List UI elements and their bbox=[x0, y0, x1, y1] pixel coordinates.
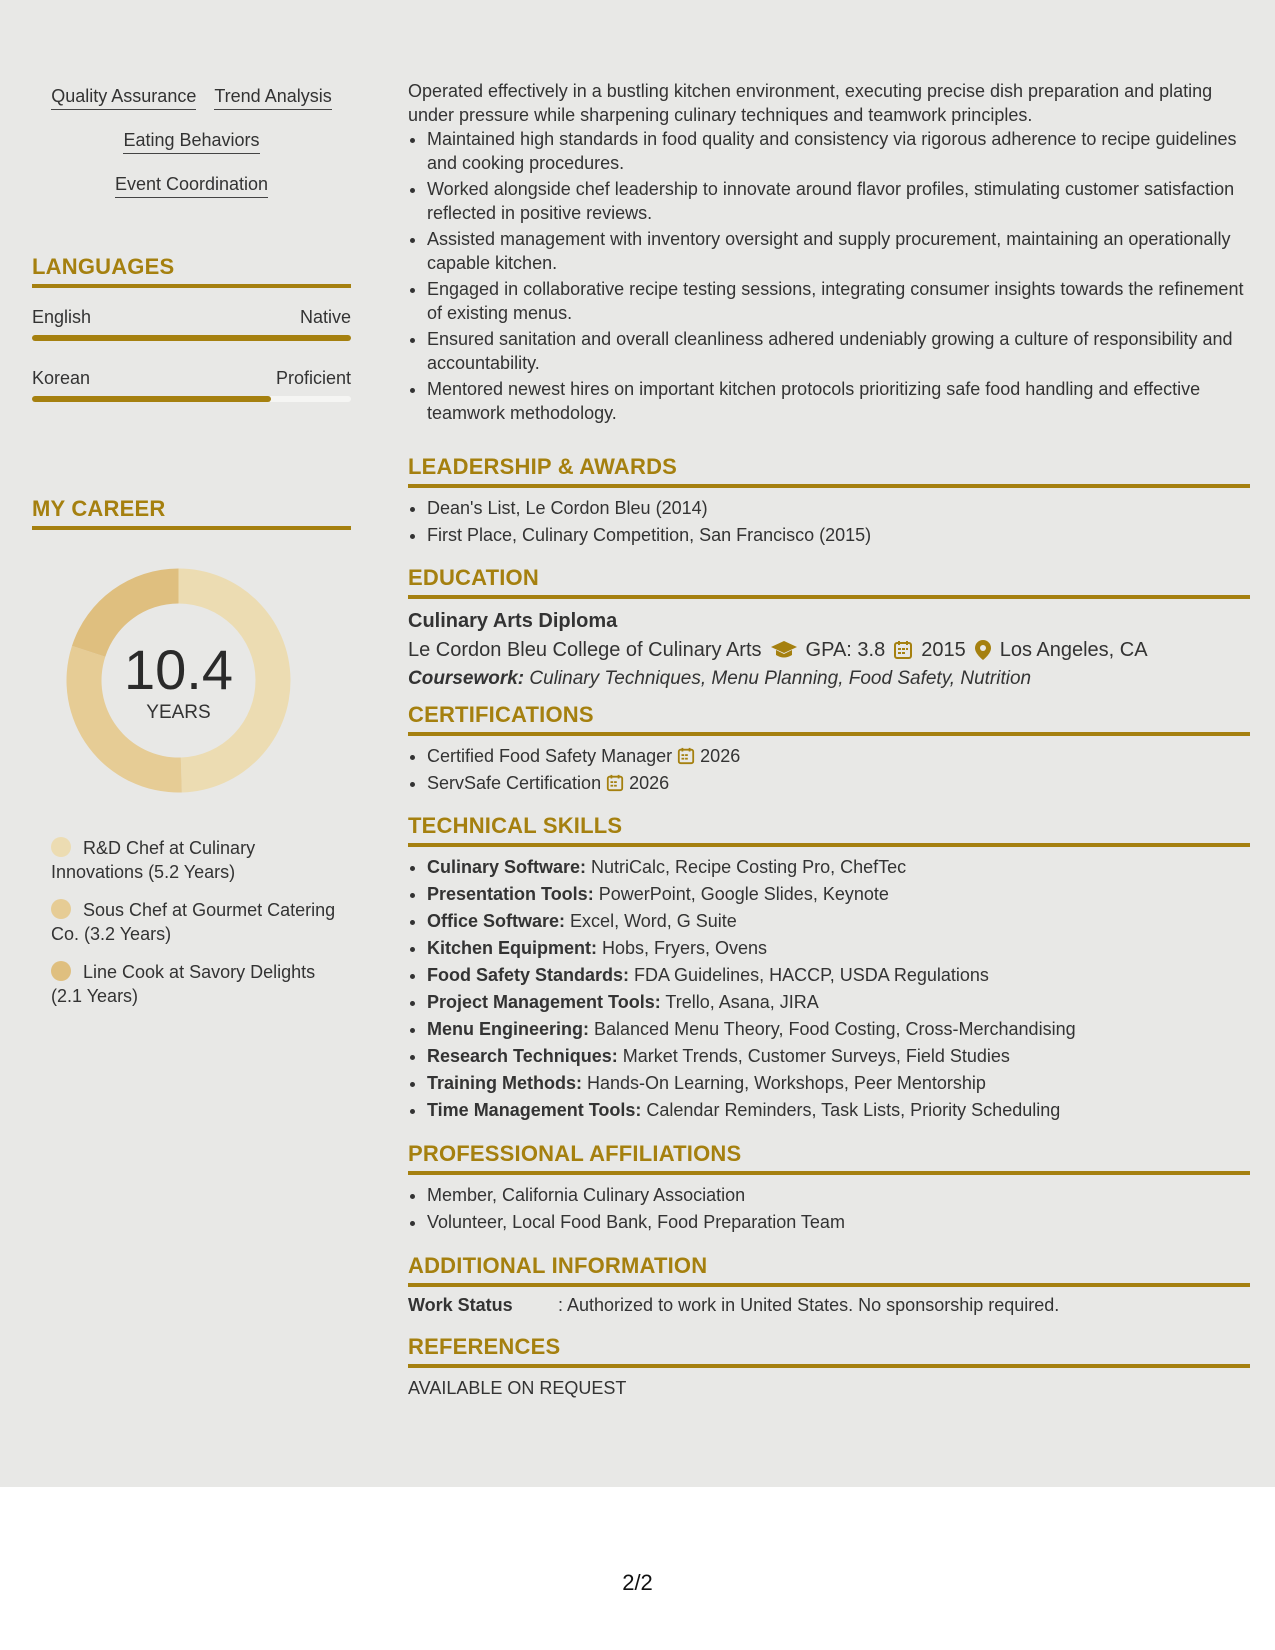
technical-skills-list bbox=[408, 855, 1250, 1122]
skill-label: Culinary Software: bbox=[427, 857, 587, 877]
references-text: AVAILABLE ON REQUEST bbox=[408, 1378, 627, 1398]
legend-label: Line Cook at Savory Delights (2.1 Years) bbox=[51, 962, 316, 1006]
references-heading: REFERENCES bbox=[408, 1334, 1250, 1368]
skill-item bbox=[427, 1071, 1250, 1095]
experience-bullet: • Assisted management with inventory oversight and supply procurement, maintaining an operationally capable kitchen. bbox=[427, 227, 1250, 275]
work-status bbox=[408, 1295, 1250, 1316]
skill-item bbox=[427, 855, 1250, 879]
additional-info-section bbox=[408, 1253, 1250, 1316]
skill-value: Balanced Menu Theory, Food Costing, Cross-Merchandising bbox=[594, 1019, 1076, 1039]
leadership-item: • Dean's List, Le Cordon Bleu (2014) bbox=[427, 496, 1250, 520]
career-heading: MY CAREER bbox=[32, 496, 351, 530]
skill-tag: Event Coordination bbox=[115, 174, 268, 198]
skill-item bbox=[427, 1098, 1250, 1122]
certifications-heading: CERTIFICATIONS bbox=[408, 702, 1250, 736]
certification-year: 2026 bbox=[700, 746, 741, 766]
skill-value: Trello, Asana, JIRA bbox=[665, 992, 819, 1012]
skill-label: Training Methods: bbox=[427, 1073, 582, 1093]
language-bar-fill bbox=[32, 335, 351, 341]
experience-bullet: • Mentored newest hires on important kitchen protocols prioritizing safe food handling and effective teamwork methodology. bbox=[427, 377, 1250, 425]
language-item bbox=[32, 306, 351, 341]
leadership-list bbox=[408, 496, 1250, 547]
affiliations-section bbox=[408, 1141, 1250, 1237]
skill-label: Food Safety Standards: bbox=[427, 965, 630, 985]
skill-value: PowerPoint, Google Slides, Keynote bbox=[598, 884, 889, 904]
legend-dot bbox=[51, 961, 71, 981]
skill-label: Presentation Tools: bbox=[427, 884, 594, 904]
work-status-label: Work Status bbox=[408, 1295, 513, 1315]
certifications-list bbox=[408, 744, 1250, 795]
skill-item bbox=[427, 882, 1250, 906]
skill-value: Excel, Word, G Suite bbox=[570, 911, 737, 931]
certification-name: Certified Food Safety Manager bbox=[427, 746, 673, 766]
affiliations-heading: PROFESSIONAL AFFILIATIONS bbox=[408, 1141, 1250, 1175]
skill-tag: Quality Assurance bbox=[51, 86, 196, 110]
language-name: Korean bbox=[32, 368, 91, 388]
skill-item bbox=[427, 936, 1250, 960]
skill-value: NutriCalc, Recipe Costing Pro, ChefTec bbox=[591, 857, 907, 877]
career-unit-label: YEARS bbox=[146, 702, 211, 723]
education-degree: Culinary Arts Diploma bbox=[408, 610, 618, 632]
legend-item bbox=[51, 960, 341, 1008]
language-bar bbox=[32, 396, 351, 402]
skill-value: Calendar Reminders, Task Lists, Priority Scheduling bbox=[646, 1100, 1061, 1120]
experience-summary: Operated effectively in a bustling kitchen environment, executing precise dish preparation and plating under pressure while sharpening culinary techniques and teamwork principles. bbox=[408, 81, 1213, 125]
language-bar-fill bbox=[32, 396, 271, 402]
education-gpa: GPA: 3.8 bbox=[805, 639, 886, 661]
education-heading: EDUCATION bbox=[408, 565, 1250, 599]
certification-year: 2026 bbox=[629, 773, 670, 793]
legend-item bbox=[51, 898, 341, 946]
affiliation-item: • Volunteer, Local Food Bank, Food Preparation Team bbox=[427, 1210, 1250, 1234]
education-year: 2015 bbox=[921, 639, 966, 661]
language-name: English bbox=[32, 307, 92, 327]
work-status-value: : Authorized to work in United States. No sponsorship required. bbox=[558, 1295, 1060, 1315]
experience-bullet: • Maintained high standards in food quality and consistency via rigorous adherence to recipe guidelines and cooking procedures. bbox=[427, 127, 1250, 175]
skill-value: Market Trends, Customer Surveys, Field Studies bbox=[622, 1046, 1010, 1066]
education-section bbox=[408, 565, 1250, 693]
certification-name: ServSafe Certification bbox=[427, 773, 602, 793]
affiliations-list bbox=[408, 1183, 1250, 1234]
skill-item bbox=[427, 1044, 1250, 1068]
certification-item bbox=[427, 744, 1250, 768]
skill-item bbox=[427, 990, 1250, 1014]
legend-item bbox=[51, 836, 341, 884]
skill-tag: Eating Behaviors bbox=[123, 130, 259, 154]
languages-heading: LANGUAGES bbox=[32, 254, 351, 288]
skill-value: Hands-On Learning, Workshops, Peer Mentorship bbox=[587, 1073, 986, 1093]
skill-label: Research Techniques: bbox=[427, 1046, 618, 1066]
career-total-years: 10.4 bbox=[124, 638, 233, 701]
skill-tag: Trend Analysis bbox=[214, 86, 331, 110]
language-level: Native bbox=[299, 307, 351, 327]
legend-dot bbox=[51, 899, 71, 919]
legend-label: R&D Chef at Culinary Innovations (5.2 Years) bbox=[51, 838, 256, 882]
skill-item bbox=[427, 1017, 1250, 1041]
skill-label: Kitchen Equipment: bbox=[427, 938, 597, 958]
leadership-heading: LEADERSHIP & AWARDS bbox=[408, 454, 1250, 488]
skill-value: Hobs, Fryers, Ovens bbox=[602, 938, 768, 958]
graduation-cap-icon bbox=[770, 640, 798, 660]
career-legend bbox=[51, 836, 341, 1022]
leadership-item: • First Place, Culinary Competition, San Francisco (2015) bbox=[427, 523, 1250, 547]
skill-item bbox=[427, 963, 1250, 987]
skill-label: Project Management Tools: bbox=[427, 992, 661, 1012]
experience-bullets bbox=[408, 127, 1250, 425]
education-school: Le Cordon Bleu College of Culinary Arts bbox=[408, 639, 762, 661]
education-coursework bbox=[408, 665, 1250, 693]
technical-skills-section bbox=[408, 813, 1250, 1125]
language-item bbox=[32, 367, 351, 402]
experience-bullet: • Engaged in collaborative recipe testing sessions, integrating consumer insights towards the refinement of existing menus. bbox=[427, 277, 1250, 325]
experience-bullet: • Ensured sanitation and overall cleanliness adhered undeniably growing a culture of responsibility and accountability. bbox=[427, 327, 1250, 375]
skill-label: Office Software: bbox=[427, 911, 566, 931]
coursework-list: Culinary Techniques, Menu Planning, Food Safety, Nutrition bbox=[529, 668, 1032, 689]
career-section bbox=[32, 496, 351, 1006]
experience-block bbox=[408, 79, 1250, 427]
legend-dot bbox=[51, 837, 71, 857]
languages-section bbox=[32, 254, 351, 402]
skill-label: Time Management Tools: bbox=[427, 1100, 642, 1120]
affiliation-item: • Member, California Culinary Association bbox=[427, 1183, 1250, 1207]
references-section bbox=[408, 1334, 1250, 1400]
certification-item bbox=[427, 771, 1250, 795]
certifications-section bbox=[408, 702, 1250, 798]
skill-value: FDA Guidelines, HACCP, USDA Regulations bbox=[634, 965, 989, 985]
additional-info-heading: ADDITIONAL INFORMATION bbox=[408, 1253, 1250, 1287]
calendar-icon bbox=[677, 747, 695, 765]
language-bar bbox=[32, 335, 351, 341]
legend-label: Sous Chef at Gourmet Catering Co. (3.2 Years) bbox=[51, 900, 336, 944]
career-donut-chart bbox=[66, 568, 291, 793]
technical-skills-heading: TECHNICAL SKILLS bbox=[408, 813, 1250, 847]
location-pin-icon bbox=[974, 639, 992, 661]
calendar-icon bbox=[606, 774, 624, 792]
language-level: Proficient bbox=[275, 368, 351, 388]
education-location: Los Angeles, CA bbox=[999, 639, 1148, 661]
education-details bbox=[408, 635, 1250, 665]
experience-bullet: • Worked alongside chef leadership to innovate around flavor profiles, stimulating customer satisfaction reflected in positive reviews. bbox=[427, 177, 1250, 225]
skill-label: Menu Engineering: bbox=[427, 1019, 589, 1039]
calendar-icon bbox=[893, 640, 913, 660]
page-number: 2/2 bbox=[622, 1570, 653, 1595]
skill-tags bbox=[32, 86, 351, 218]
coursework-label: Coursework: bbox=[408, 668, 525, 689]
leadership-section bbox=[408, 454, 1250, 550]
skill-item bbox=[427, 909, 1250, 933]
